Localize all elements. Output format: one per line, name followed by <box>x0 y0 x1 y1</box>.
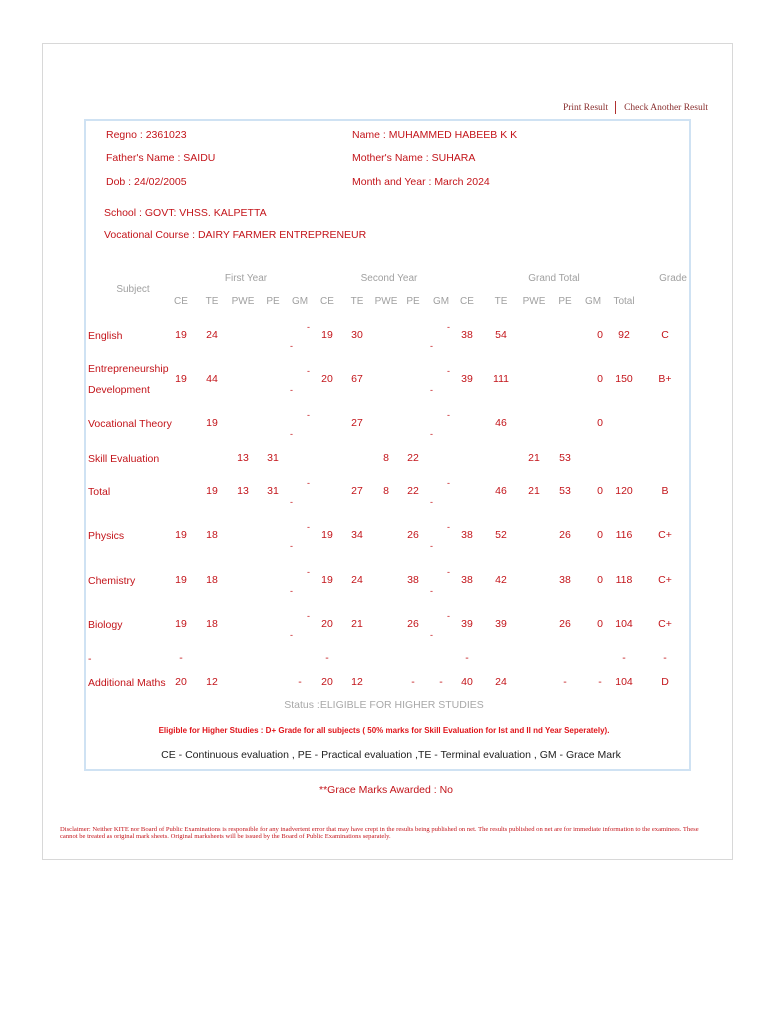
mark-cell: 34 <box>351 529 363 541</box>
table-column-header: Total <box>613 296 635 307</box>
mark-cell: 8 <box>383 452 389 464</box>
mark-cell: 0 <box>597 618 603 630</box>
mark-cell: 19 <box>321 529 333 541</box>
grace-marks: **Grace Marks Awarded : No <box>318 784 454 796</box>
grace-mark-dash: - <box>307 522 310 532</box>
mark-cell: 0 <box>597 529 603 541</box>
mark-cell: 0 <box>597 373 603 385</box>
mark-cell: 38 <box>559 574 571 586</box>
subject-name: Chemistry <box>88 575 136 587</box>
check-another-result-link[interactable]: Check Another Result <box>624 102 708 113</box>
mark-cell: - <box>298 676 302 688</box>
mark-cell: 18 <box>206 529 218 541</box>
grace-mark-dash: - <box>447 322 450 332</box>
mark-cell: 19 <box>175 329 187 341</box>
mark-cell: 26 <box>407 618 419 630</box>
mark-cell: B <box>661 485 669 497</box>
table-column-header: CE <box>320 296 334 307</box>
mark-cell: 19 <box>321 574 333 586</box>
mark-cell: 20 <box>175 676 187 688</box>
mark-cell: 26 <box>559 529 571 541</box>
mark-cell: 27 <box>351 485 363 497</box>
mark-cell: 24 <box>495 676 507 688</box>
mark-cell: 46 <box>495 485 507 497</box>
subject-name: Entrepreneurship Development <box>88 363 169 396</box>
mark-cell: - <box>563 676 567 688</box>
mark-cell: - <box>439 676 443 688</box>
mark-cell: - <box>465 652 469 664</box>
mark-cell: 44 <box>206 373 218 385</box>
eligibility-note: Eligible for Higher Studies : D+ Grade for all subjects ( 50% marks for Skill Evaluation for Ist and II nd Year Seperately). <box>158 726 610 735</box>
table-column-header: TE <box>205 296 219 307</box>
mark-cell: 31 <box>267 452 279 464</box>
mark-cell: 19 <box>175 373 187 385</box>
table-column-header: TE <box>494 296 508 307</box>
table-group-header: Grade <box>659 273 687 284</box>
father-name: Father's Name : SAIDU <box>106 152 216 164</box>
disclaimer: Disclaimer: Neither KITE nor Board of Public Examinations is responsible for any inadvertent error that may have crept in the results being published on net. The results published on net are for immediate information to the examinees. These cannot be treated as original mark sheets. Original marksheets will be issued by the Board of Public Examinations separately. <box>60 826 699 840</box>
grace-mark-dash: - <box>290 429 293 439</box>
table-column-header: TE <box>350 296 364 307</box>
grace-mark-dash: - <box>447 611 450 621</box>
mark-cell: C+ <box>658 574 672 586</box>
subject-name: Biology <box>88 619 123 631</box>
grace-mark-dash: - <box>430 586 433 596</box>
mark-cell: 20 <box>321 676 333 688</box>
mark-cell: 21 <box>528 452 540 464</box>
table-column-header: GM <box>432 296 450 307</box>
evaluation-legend: CE - Continuous evaluation , PE - Practical evaluation ,TE - Terminal evaluation , GM - Grace Mark <box>161 749 621 761</box>
mark-cell: 0 <box>597 329 603 341</box>
table-column-header: CE <box>174 296 188 307</box>
mark-cell: C+ <box>658 618 672 630</box>
mark-cell: 31 <box>267 485 279 497</box>
mark-cell: 53 <box>559 452 571 464</box>
mark-cell: 30 <box>351 329 363 341</box>
mark-cell: 27 <box>351 417 363 429</box>
grace-mark-dash: - <box>307 611 310 621</box>
grace-mark-dash: - <box>430 497 433 507</box>
table-column-header: GM <box>584 296 602 307</box>
table-column-header: PE <box>266 296 280 307</box>
table-column-header: PWE <box>231 296 255 307</box>
mark-cell: 19 <box>175 574 187 586</box>
table-column-header: PWE <box>374 296 398 307</box>
mark-cell: 67 <box>351 373 363 385</box>
subject-name: Physics <box>88 530 125 542</box>
mark-cell: 22 <box>407 485 419 497</box>
mark-cell: 39 <box>461 373 473 385</box>
mark-cell: 19 <box>175 529 187 541</box>
mark-cell: 0 <box>597 574 603 586</box>
mark-cell: 39 <box>461 618 473 630</box>
mark-cell: 42 <box>495 574 507 586</box>
grace-mark-dash: - <box>290 630 293 640</box>
table-group-header: First Year <box>224 273 268 284</box>
grace-mark-dash: - <box>290 385 293 395</box>
grace-mark-dash: - <box>447 522 450 532</box>
mark-cell: 150 <box>615 373 633 385</box>
mark-cell: 46 <box>495 417 507 429</box>
print-result-link[interactable]: Print Result <box>562 102 609 113</box>
student-name: Name : MUHAMMED HABEEB K K <box>352 129 518 141</box>
mark-cell: 18 <box>206 574 218 586</box>
grace-mark-dash: - <box>447 410 450 420</box>
mark-cell: 52 <box>495 529 507 541</box>
regno: Regno : 2361023 <box>106 129 187 141</box>
link-separator <box>615 101 616 114</box>
grace-mark-dash: - <box>430 541 433 551</box>
mark-cell: - <box>179 652 183 664</box>
subject-name: - <box>88 653 92 665</box>
grace-mark-dash: - <box>307 567 310 577</box>
table-column-header: PE <box>558 296 572 307</box>
mark-cell: C+ <box>658 529 672 541</box>
mark-cell: 26 <box>407 529 419 541</box>
mark-cell: 24 <box>206 329 218 341</box>
mark-cell: 116 <box>615 529 633 541</box>
mark-cell: 118 <box>615 574 633 586</box>
table-column-header: CE <box>460 296 474 307</box>
subject-name: English <box>88 330 123 342</box>
grace-mark-dash: - <box>307 410 310 420</box>
grace-mark-dash: - <box>307 478 310 488</box>
mark-cell: 120 <box>615 485 633 497</box>
grace-mark-dash: - <box>447 478 450 488</box>
mark-cell: - <box>598 676 602 688</box>
mark-cell: C <box>661 329 669 341</box>
grace-mark-dash: - <box>290 541 293 551</box>
grace-mark-dash: - <box>430 630 433 640</box>
mark-cell: - <box>663 652 667 664</box>
table-group-header: Subject <box>116 284 150 295</box>
mark-cell: 38 <box>407 574 419 586</box>
subject-name: Skill Evaluation <box>88 453 160 465</box>
mark-cell: 21 <box>351 618 363 630</box>
mark-cell: 111 <box>493 373 509 385</box>
grace-mark-dash: - <box>430 385 433 395</box>
mark-cell: B+ <box>658 373 672 385</box>
table-group-header: Second Year <box>360 273 418 284</box>
mark-cell: 39 <box>495 618 507 630</box>
mark-cell: 8 <box>383 485 389 497</box>
mark-cell: 19 <box>206 485 218 497</box>
mark-cell: 22 <box>407 452 419 464</box>
grace-mark-dash: - <box>430 429 433 439</box>
vocational-course: Vocational Course : DAIRY FARMER ENTREPRENEUR <box>104 229 367 241</box>
school: School : GOVT: VHSS. KALPETTA <box>104 207 267 219</box>
mark-cell: 0 <box>597 417 603 429</box>
table-column-header: PE <box>406 296 420 307</box>
mark-cell: 54 <box>495 329 507 341</box>
mark-cell: 26 <box>559 618 571 630</box>
subject-name: Vocational Theory <box>88 418 172 430</box>
mark-cell: 19 <box>321 329 333 341</box>
status: Status :ELIGIBLE FOR HIGHER STUDIES <box>284 699 484 711</box>
grace-mark-dash: - <box>290 341 293 351</box>
mark-cell: 13 <box>237 485 249 497</box>
mark-cell: 104 <box>615 618 633 630</box>
mark-cell: 20 <box>321 618 333 630</box>
mark-cell: 12 <box>206 676 218 688</box>
table-column-header: PWE <box>522 296 546 307</box>
mark-cell: 18 <box>206 618 218 630</box>
mark-cell: - <box>622 652 626 664</box>
mark-cell: 53 <box>559 485 571 497</box>
mark-cell: 24 <box>351 574 363 586</box>
grace-mark-dash: - <box>447 366 450 376</box>
mark-cell: - <box>411 676 415 688</box>
mark-cell: 104 <box>615 676 633 688</box>
grace-mark-dash: - <box>447 567 450 577</box>
grace-mark-dash: - <box>430 341 433 351</box>
dob: Dob : 24/02/2005 <box>106 176 187 188</box>
mother-name: Mother's Name : SUHARA <box>352 152 476 164</box>
grace-mark-dash: - <box>307 322 310 332</box>
grace-mark-dash: - <box>307 366 310 376</box>
mark-cell: 38 <box>461 329 473 341</box>
table-group-header: Grand Total <box>528 273 580 284</box>
grace-mark-dash: - <box>290 497 293 507</box>
subject-name: Total <box>88 486 111 498</box>
mark-cell: 40 <box>461 676 473 688</box>
mark-cell: 19 <box>206 417 218 429</box>
mark-cell: 38 <box>461 529 473 541</box>
result-actions <box>563 101 708 114</box>
mark-cell: - <box>325 652 329 664</box>
mark-cell: 13 <box>237 452 249 464</box>
mark-cell: 0 <box>597 485 603 497</box>
grace-mark-dash: - <box>290 586 293 596</box>
mark-cell: 12 <box>351 676 363 688</box>
mark-cell: 92 <box>618 329 630 341</box>
mark-cell: 19 <box>175 618 187 630</box>
mark-cell: D <box>661 676 669 688</box>
table-column-header: GM <box>291 296 309 307</box>
mark-cell: 38 <box>461 574 473 586</box>
subject-name: Additional Maths <box>88 677 166 689</box>
mark-cell: 21 <box>528 485 540 497</box>
mark-cell: 20 <box>321 373 333 385</box>
exam-month-year: Month and Year : March 2024 <box>352 176 490 188</box>
